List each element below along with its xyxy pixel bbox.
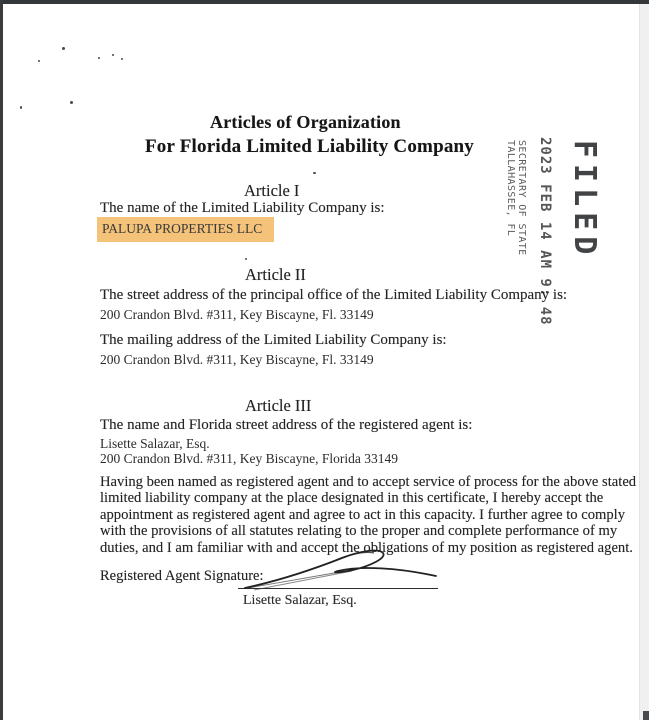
scan-speck (98, 57, 100, 59)
article3-agent-name: Lisette Salazar, Esq. (100, 436, 210, 451)
signature-label: Registered Agent Signature: (100, 568, 264, 584)
scan-speck (62, 47, 65, 50)
signer-name: Lisette Salazar, Esq. (243, 593, 357, 608)
filed-stamp-office-line1: SECRETARY OF STATE (516, 140, 527, 256)
article3-heading: Article III (245, 396, 312, 415)
scan-speck (70, 101, 73, 104)
filed-stamp-datetime: 2023 FEB 14 AM 9: 48 (537, 137, 553, 326)
article3-prompt: The name and Florida street address of the registered agent is: (100, 417, 473, 433)
scrollbar-track[interactable] (639, 4, 649, 720)
scan-edge-top (0, 0, 649, 4)
acceptance-line: duties, and I am familiar with and accept the obligations of my position as registered agent. (100, 539, 633, 556)
acceptance-line: Having been named as registered agent and to accept service of process for the above stated (100, 474, 637, 490)
scan-speck (112, 54, 114, 56)
article1-prompt: The name of the Limited Liability Company is: (100, 200, 385, 216)
acceptance-line: with the provisions of all statutes relating to the proper and complete performance of my (100, 523, 618, 540)
agent-signature-scribble (240, 546, 440, 592)
filed-stamp-office (505, 140, 527, 256)
filed-stamp-text: FILED (567, 140, 602, 261)
registered-agent-acceptance-paragraph (100, 474, 636, 556)
article2-street-address: 200 Crandon Blvd. #311, Key Biscayne, Fl. 33149 (100, 307, 374, 322)
scan-speck (121, 58, 123, 60)
acceptance-line: limited liability company at the place designated in this certificate, I hereby accept the (100, 490, 604, 507)
filed-stamp-office-line2: TALLAHASSEE, FL (505, 140, 516, 237)
article2-mailing-address: 200 Crandon Blvd. #311, Key Biscayne, Fl. 33149 (100, 352, 374, 367)
document-title-line2: For Florida Limited Liability Company (145, 136, 475, 157)
article2-heading: Article II (245, 265, 306, 284)
acceptance-line: appointment as registered agent and agree to act in this capacity. I further agree to comply (100, 506, 626, 523)
scan-edge-corner (643, 711, 649, 720)
article2-mailing-prompt: The mailing address of the Limited Liability Company is: (100, 332, 447, 348)
scan-speck (38, 60, 40, 62)
scan-edge-left (0, 0, 3, 720)
article3-agent-address: 200 Crandon Blvd. #311, Key Biscayne, Florida 33149 (100, 451, 398, 466)
scan-speck (245, 258, 247, 260)
scan-speck (313, 172, 316, 174)
company-name-highlight: PALUPA PROPERTIES LLC (97, 217, 274, 242)
article1-heading: Article I (244, 181, 300, 200)
scan-speck (20, 106, 22, 109)
article2-street-prompt: The street address of the principal office of the Limited Liability Company is: (100, 287, 568, 303)
document-title-line1: Articles of Organization (210, 112, 401, 132)
